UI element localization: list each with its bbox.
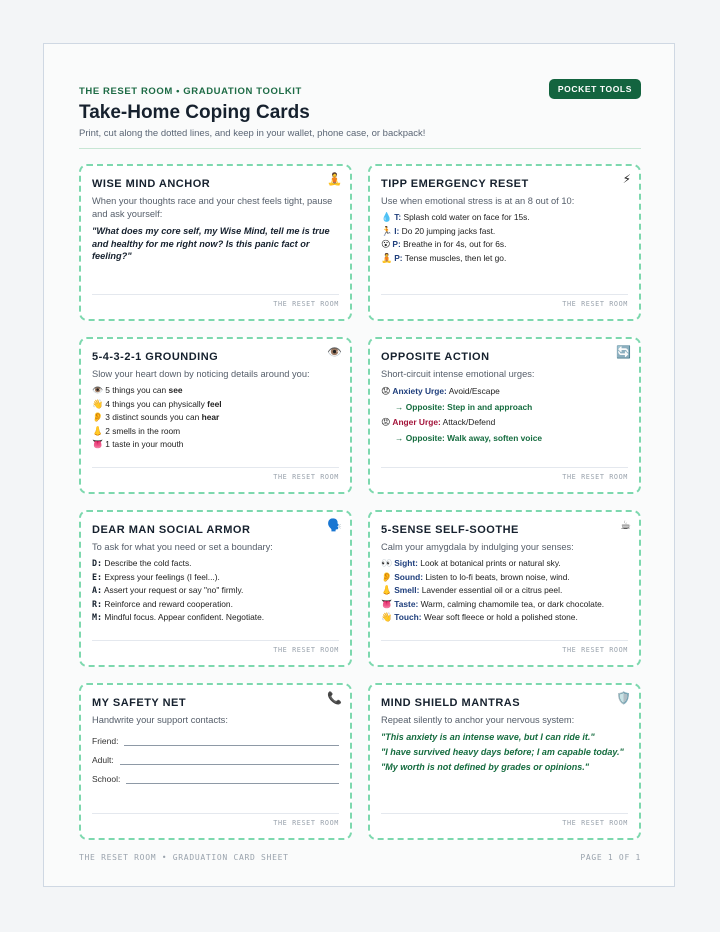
card-footer-divider xyxy=(92,294,339,295)
eyes-icon: 👀 xyxy=(381,558,393,568)
hand-icon: 👋 xyxy=(381,612,393,622)
card-brand: THE RESET ROOM xyxy=(562,819,628,827)
mantra-line: "This anxiety is an intense wave, but I can ride it." xyxy=(381,732,595,742)
card-footer-divider xyxy=(381,294,628,295)
ear-icon: 👂 xyxy=(92,412,104,422)
worried-face-icon: 😟 xyxy=(381,386,391,396)
tongue-icon: 👅 xyxy=(92,439,104,449)
card-intro: When your thoughts race and your chest feels tight, pause and ask yourself: xyxy=(92,196,333,219)
page-subtitle: Print, cut along the dotted lines, and keep in your wallet, phone case, or backpack! xyxy=(79,128,426,139)
card-wise-mind-anchor xyxy=(79,164,352,321)
card-footer-divider xyxy=(381,813,628,814)
list-item: 👃 Smell: Lavender essential oil or a citrus peel. xyxy=(381,585,563,595)
list-item: 💧 T: Splash cold water on face for 15s. xyxy=(381,212,530,222)
card-title: MY SAFETY NET xyxy=(92,697,187,709)
card-opposite-action xyxy=(368,337,641,494)
wise-mind-quote: "What does my core self, my Wise Mind, tell me is true and healthy for me right now? Is this panic fact or feeling?" xyxy=(92,226,330,261)
water-drop-icon: 💧 xyxy=(381,212,393,222)
list-item: 😮 P: Breathe in for 4s, out for 6s. xyxy=(381,239,507,249)
list-item: R: Reinforce and reward cooperation. xyxy=(92,598,233,609)
tongue-icon: 👅 xyxy=(381,598,393,609)
list-item: 👋 Touch: Wear soft fleece or hold a polished stone. xyxy=(381,612,578,622)
telephone-icon: 📞 xyxy=(327,691,342,705)
header-divider xyxy=(79,148,641,149)
running-icon: 🏃 xyxy=(381,225,393,236)
list-item: A: Assert your request or say "no" firmly. xyxy=(92,585,244,595)
speaking-head-icon: 🗣️ xyxy=(327,518,342,532)
list-item: 👅 Taste: Warm, calming chamomile tea, or dark chocolate. xyxy=(381,598,605,609)
coping-card-sheet xyxy=(43,43,675,887)
cycle-arrows-icon: 🔄 xyxy=(616,345,631,359)
card-footer-divider xyxy=(381,467,628,468)
school-contact-line: School: xyxy=(92,771,339,784)
card-brand: THE RESET ROOM xyxy=(562,300,628,308)
card-intro: Handwrite your support contacts: xyxy=(92,715,228,725)
page-title: Take-Home Coping Cards xyxy=(79,102,310,123)
list-item: 👋 4 things you can physically feel xyxy=(92,398,222,409)
card-brand: THE RESET ROOM xyxy=(562,473,628,481)
list-item: 👁️ 5 things you can see xyxy=(92,385,183,395)
card-tipp-emergency-reset xyxy=(368,164,641,321)
mantra-line: "My worth is not defined by grades or opinions." xyxy=(381,762,590,772)
nose-icon: 👃 xyxy=(381,585,393,595)
lightning-icon: ⚡ xyxy=(622,172,631,186)
card-title: 5-4-3-2-1 GROUNDING xyxy=(92,351,219,363)
card-brand: THE RESET ROOM xyxy=(273,473,339,481)
page-number: PAGE 1 OF 1 xyxy=(580,853,641,862)
pocket-tools-badge: POCKET TOOLS xyxy=(549,79,641,99)
list-item: 👀 Sight: Look at botanical prints or natural sky. xyxy=(381,558,561,568)
card-intro: To ask for what you need or set a boundary: xyxy=(92,542,273,552)
card-brand: THE RESET ROOM xyxy=(273,819,339,827)
list-item: 👂 Sound: Listen to lo-fi beats, brown noise, wind. xyxy=(381,571,570,582)
card-footer-divider xyxy=(92,813,339,814)
angry-face-icon: 😡 xyxy=(381,417,391,427)
card-grounding xyxy=(79,337,352,494)
card-self-soothe xyxy=(368,510,641,667)
card-title: OPPOSITE ACTION xyxy=(381,351,490,363)
anxiety-urge: 😟 Anxiety Urge: Avoid/Escape xyxy=(381,386,500,396)
eye-icon: 👁️ xyxy=(92,385,104,395)
card-title: WISE MIND ANCHOR xyxy=(92,178,211,190)
toolkit-eyebrow: THE RESET ROOM • GRADUATION TOOLKIT xyxy=(79,86,302,97)
card-footer-divider xyxy=(92,467,339,468)
card-title: DEAR MAN SOCIAL ARMOR xyxy=(92,524,251,536)
ear-icon: 👂 xyxy=(381,571,393,582)
hot-beverage-icon: ☕ xyxy=(620,518,631,532)
card-intro: Short-circuit intense emotional urges: xyxy=(381,369,535,379)
card-safety-net xyxy=(79,683,352,840)
adult-contact-line: Adult: xyxy=(92,752,339,765)
meditation-icon: 🧘 xyxy=(327,172,342,186)
anger-urge: 😡 Anger Urge: Attack/Defend xyxy=(381,417,496,427)
meditation-icon: 🧘 xyxy=(381,252,393,263)
card-title: TIPP EMERGENCY RESET xyxy=(381,178,529,190)
list-item: E: Express your feelings (I feel...). xyxy=(92,571,220,582)
card-footer-divider xyxy=(92,640,339,641)
card-title: 5-SENSE SELF-SOOTHE xyxy=(381,524,519,536)
list-item: 👃 2 smells in the room xyxy=(92,425,181,436)
card-dear-man xyxy=(79,510,352,667)
card-mind-shield-mantras xyxy=(368,683,641,840)
sheet-footer-label: THE RESET ROOM • GRADUATION CARD SHEET xyxy=(79,853,289,862)
card-intro: Slow your heart down by noticing details around you: xyxy=(92,369,310,379)
hand-icon: 👋 xyxy=(92,398,104,409)
card-footer-divider xyxy=(381,640,628,641)
card-brand: THE RESET ROOM xyxy=(273,646,339,654)
nose-icon: 👃 xyxy=(92,425,104,436)
list-item: 👅 1 taste in your mouth xyxy=(92,439,184,449)
school-blank xyxy=(126,773,339,784)
card-intro: Calm your amygdala by indulging your senses: xyxy=(381,542,574,552)
list-item: 🧘 P: Tense muscles, then let go. xyxy=(381,252,507,263)
card-brand: THE RESET ROOM xyxy=(273,300,339,308)
shield-icon: 🛡️ xyxy=(616,691,631,705)
card-title: MIND SHIELD MANTRAS xyxy=(381,697,521,709)
anxiety-opposite: → Opposite: Step in and approach xyxy=(395,401,533,412)
friend-contact-line: Friend: xyxy=(92,733,339,746)
list-item: M: Mindful focus. Appear confident. Negotiate. xyxy=(92,612,265,622)
list-item: 🏃 I: Do 20 jumping jacks fast. xyxy=(381,225,496,236)
friend-blank xyxy=(124,735,339,746)
eye-icon: 👁️ xyxy=(327,345,342,359)
card-brand: THE RESET ROOM xyxy=(562,646,628,654)
mantra-line: "I have survived heavy days before; I am capable today." xyxy=(381,747,624,757)
adult-blank xyxy=(120,754,339,765)
breathing-face-icon: 😮 xyxy=(381,239,391,249)
card-intro: Use when emotional stress is at an 8 out of 10: xyxy=(381,196,575,206)
anger-opposite: → Opposite: Walk away, soften voice xyxy=(395,432,543,443)
list-item: D: Describe the cold facts. xyxy=(92,558,192,568)
list-item: 👂 3 distinct sounds you can hear xyxy=(92,412,220,422)
card-intro: Repeat silently to anchor your nervous system: xyxy=(381,715,575,725)
